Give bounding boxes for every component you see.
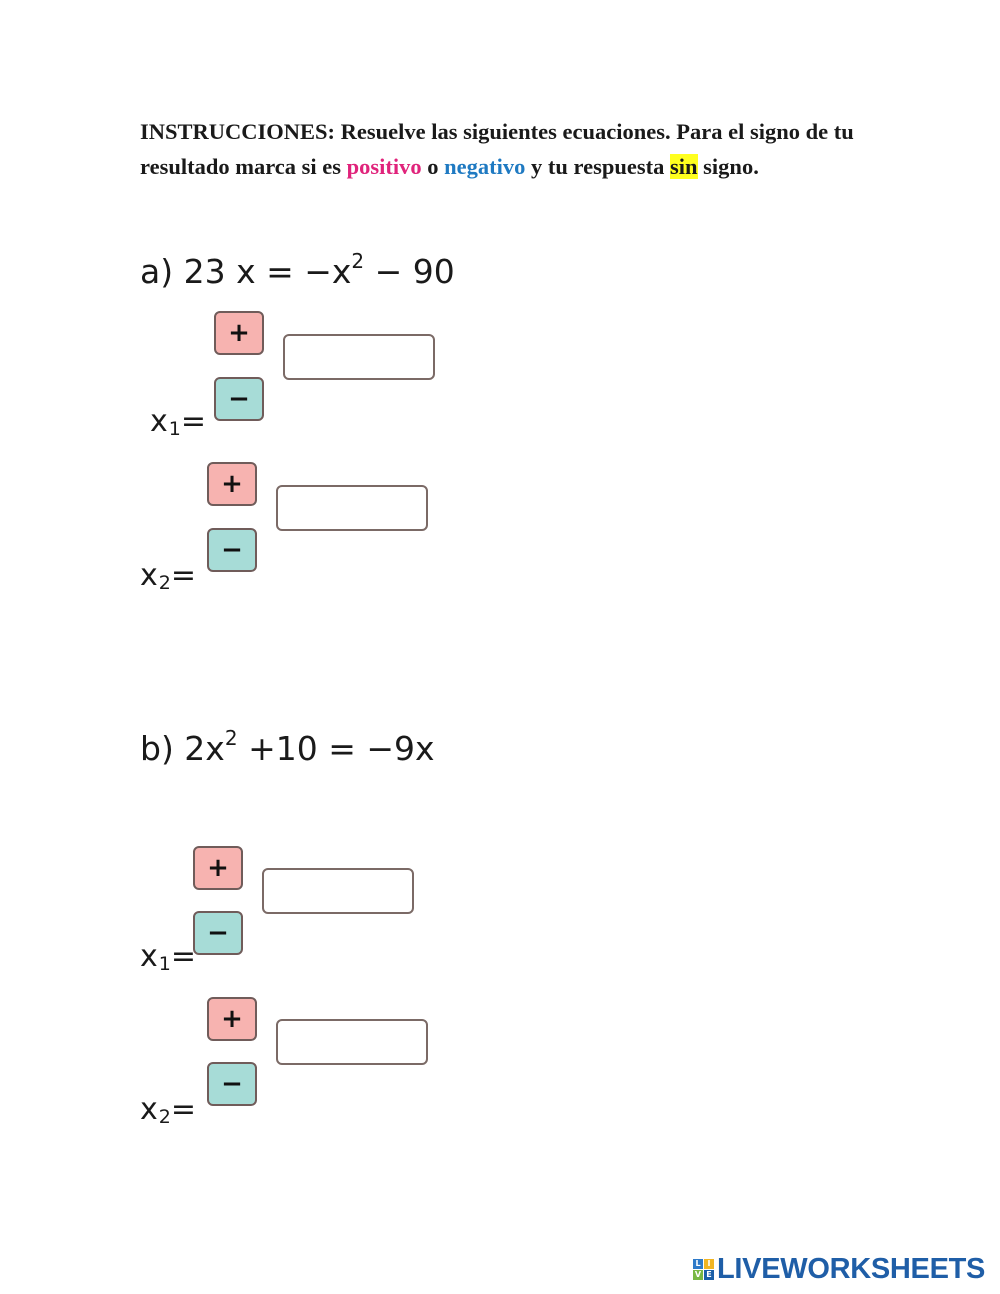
negative-word: negativo [444, 154, 526, 179]
instructions-tail: signo. [697, 154, 759, 179]
var-letter: x [150, 404, 168, 439]
liveworksheets-logo [693, 1252, 985, 1286]
instructions-text [140, 114, 880, 184]
a-x2-minus-button[interactable]: − [207, 528, 257, 572]
var-subscript: 2 [158, 572, 171, 594]
a-x2-answer-input[interactable] [276, 485, 428, 531]
equation-b-base: b) 2x [140, 729, 225, 768]
equation-b-rest: +10 = −9x [237, 729, 435, 768]
var-letter: x [140, 1092, 158, 1127]
equation-a-exponent: 2 [351, 249, 365, 273]
a-x1-answer-input[interactable] [283, 334, 435, 380]
equals-sign: = [170, 558, 196, 593]
var-letter: x [140, 939, 158, 974]
equation-b-exponent: 2 [224, 726, 238, 750]
equals-sign: = [180, 404, 206, 439]
highlighted-word: sin [670, 154, 698, 179]
var-subscript: 1 [168, 418, 181, 440]
instructions-lead: INSTRUCCIONES: Resuelve las siguientes ecuaciones. Para el signo de tu resultado marca si es [140, 119, 854, 179]
b-x2-plus-button[interactable]: + [207, 997, 257, 1041]
b-x2-label [140, 1092, 196, 1128]
logo-mark-letter: L [693, 1259, 703, 1269]
instructions-middle: y tu respuesta [525, 154, 671, 179]
b-x2-answer-input[interactable] [276, 1019, 428, 1065]
equals-sign: = [170, 1092, 196, 1127]
liveworksheets-logo-icon [693, 1259, 714, 1280]
a-x1-minus-button[interactable]: − [214, 377, 264, 421]
b-x1-plus-button[interactable]: + [193, 846, 243, 890]
a-x2-label [140, 558, 196, 594]
b-x1-answer-input[interactable] [262, 868, 414, 914]
a-x2-plus-button[interactable]: + [207, 462, 257, 506]
a-x1-plus-button[interactable]: + [214, 311, 264, 355]
positive-word: positivo [346, 154, 422, 179]
equation-a-rest: − 90 [364, 252, 455, 291]
a-x1-label [150, 404, 206, 440]
logo-mark-letter: V [694, 1270, 702, 1279]
logo-mark-letter: I [704, 1259, 714, 1269]
equation-b [140, 726, 435, 768]
logo-mark-letter: E [704, 1270, 714, 1280]
logo-text: LIVEWORKSHEETS [717, 1252, 986, 1285]
equals-sign: = [170, 939, 196, 974]
var-subscript: 1 [158, 953, 171, 975]
b-x1-minus-button[interactable]: − [193, 911, 243, 955]
var-subscript: 2 [158, 1106, 171, 1128]
equation-a [140, 249, 455, 291]
b-x1-label [140, 939, 196, 975]
var-letter: x [140, 558, 158, 593]
or-word: o [421, 154, 445, 179]
equation-a-base: a) 23 x = −x [140, 252, 352, 291]
b-x2-minus-button[interactable]: − [207, 1062, 257, 1106]
